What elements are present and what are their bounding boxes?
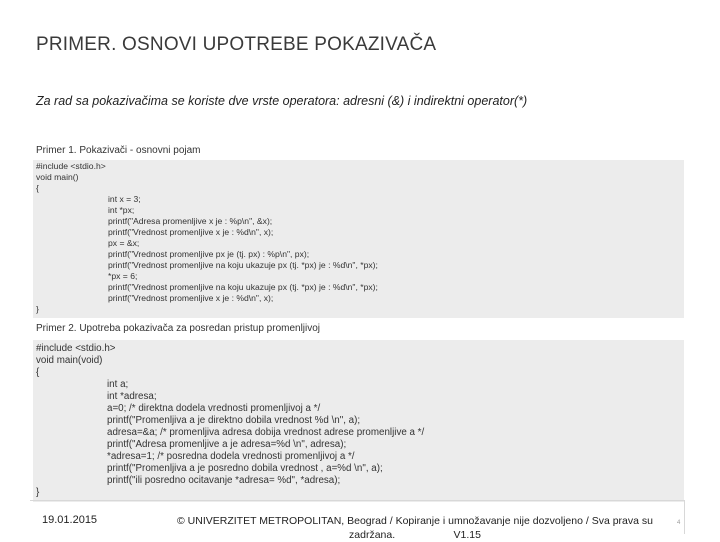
code-line: printf("Vrednost promenljive px je (tj. px) : %p\n", px);	[108, 249, 310, 259]
code-block-1	[33, 160, 684, 318]
code-line: void main(void)	[36, 355, 103, 366]
code-line: a=0; /* direktna dodela vrednosti promenljivoj a */	[107, 403, 321, 414]
code-line: {	[36, 183, 39, 193]
intro-text: Za rad sa pokazivačima se koriste dve vrste operatora: adresni (&) i indirektni operator(*)	[36, 94, 528, 108]
footer-date: 19.01.2015	[42, 514, 98, 526]
code-line: printf("Vrednost promenljive na koju ukazuje px (tj. *px) je : %d\n", *px);	[108, 282, 378, 292]
code-line: }	[36, 487, 40, 498]
code-line: printf("Vrednost promenljive x je : %d\n", x);	[108, 227, 274, 237]
code-line: int *px;	[108, 205, 135, 215]
example-2-label: Primer 2. Upotreba pokazivača za posredan pristup promenljivoj	[36, 323, 321, 334]
footer-divider	[30, 500, 685, 501]
code-line: *adresa=1; /* posredna dodela vrednosti promenljivoj a */	[107, 451, 355, 462]
code-line: px = &x;	[108, 238, 140, 248]
code-line: void main()	[36, 172, 79, 182]
code-line: printf("Promenljiva a je direktno dobila vrednost %d \n", a);	[107, 415, 361, 426]
code-line: #include <stdio.h>	[36, 161, 106, 171]
footer-copyright	[150, 514, 680, 542]
example-1-label: Primer 1. Pokazivači - osnovni pojam	[36, 145, 201, 156]
code-line: printf("Adresa promenljive a je adresa=%d \n", adresa);	[107, 439, 347, 450]
code-line: int a;	[107, 379, 129, 390]
code-line: int *adresa;	[107, 391, 157, 402]
page-number: 4	[677, 520, 681, 526]
code-line: int x = 3;	[108, 194, 141, 204]
code-line: printf("ili posredno ocitavanje *adresa= %d", *adresa);	[107, 475, 341, 486]
footer-copyright-line-2: zadržana. V1.15	[349, 529, 481, 541]
code-line: printf("Vrednost promenljive na koju ukazuje px (tj. *px) je : %d\n", *px);	[108, 260, 378, 270]
footer-tick	[684, 500, 685, 534]
footer-copyright-line-1: © UNIVERZITET METROPOLITAN, Beograd / Kopiranje i umnožavanje nije dozvoljeno / Sva prava su	[177, 515, 653, 527]
code-line: printf("Vrednost promenljive x je : %d\n", x);	[108, 293, 274, 303]
code-line: *px = 6;	[108, 271, 138, 281]
code-line: {	[36, 367, 40, 378]
slide-title: PRIMER. OSNOVI UPOTREBE POKAZIVAČA	[36, 34, 437, 55]
code-line: }	[36, 304, 39, 314]
code-line: #include <stdio.h>	[36, 343, 116, 354]
code-line: adresa=&a; /* promenljiva adresa dobija vrednost adrese promenljive a */	[107, 427, 425, 438]
code-line: printf("Adresa promenljive x je : %p\n", &x);	[108, 216, 273, 226]
code-block-2	[33, 340, 684, 502]
code-line: printf("Promenljiva a je posredno dobila vrednost , a=%d \n", a);	[107, 463, 383, 474]
